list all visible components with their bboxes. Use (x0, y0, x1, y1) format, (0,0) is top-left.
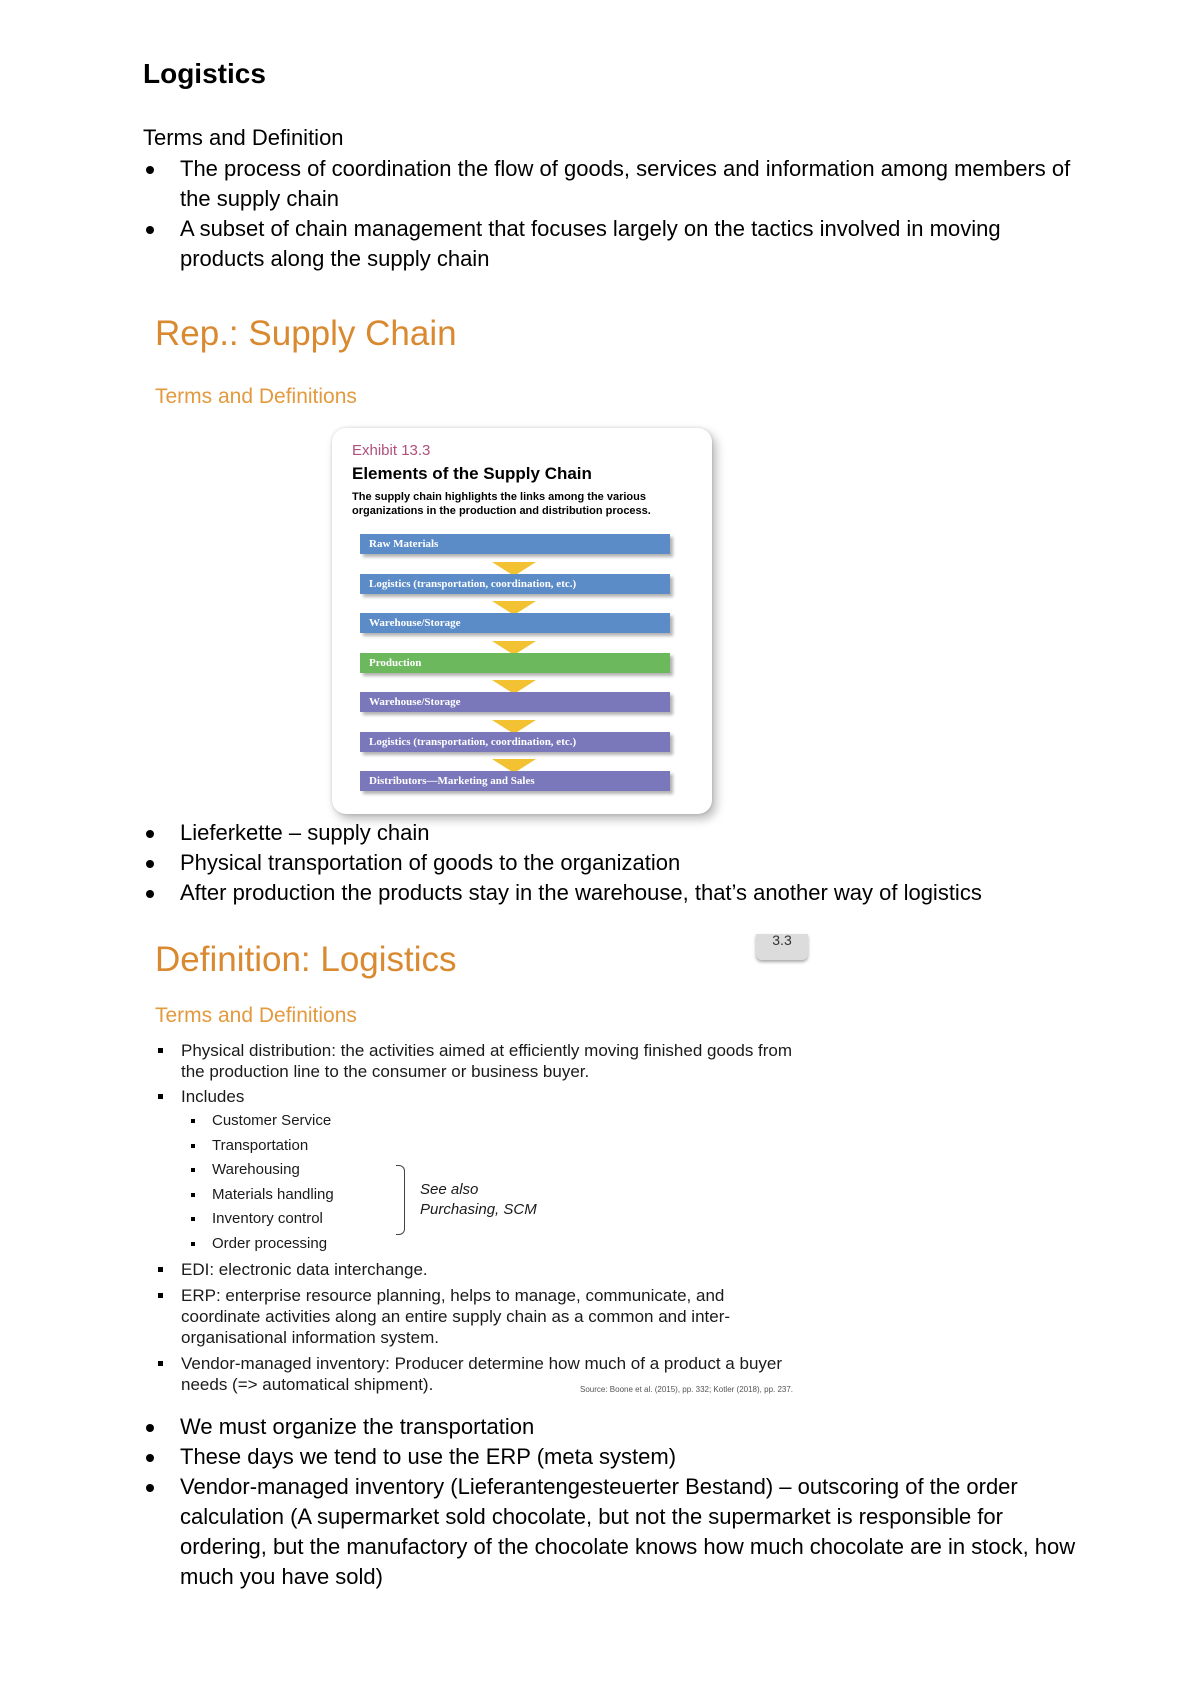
sub-list-item: Inventory control (155, 1207, 805, 1232)
list-item: Physical distribution: the activities aimed at efficiently moving finished goods from the production line to the consumer or business buyer. (155, 1040, 805, 1082)
list-item: Lieferkette – supply chain (143, 818, 1083, 848)
flow-step: Raw Materials (360, 534, 670, 554)
slide-title: Rep.: Supply Chain (155, 314, 457, 353)
sub-list-item: Warehousing (155, 1158, 805, 1183)
list-item: After production the products stay in the warehouse, that’s another way of logistics (143, 878, 1083, 908)
bracket (396, 1165, 405, 1235)
slide-subtitle: Terms and Definitions (155, 385, 357, 408)
document-title: Logistics (143, 58, 266, 89)
slide-number-tab: 3.3 (756, 934, 808, 960)
flow-step: Warehouse/Storage (360, 692, 670, 712)
flow-step: Production (360, 653, 670, 673)
sub-list-item: Order processing (155, 1232, 805, 1257)
slide-title: Definition: Logistics (155, 940, 457, 979)
list-item: Vendor-managed inventory: Producer determine how much of a product a buyer needs (=> automatical shipment). (155, 1353, 805, 1395)
exhibit-description: The supply chain highlights the links among the various organizations in the production and distribution process. (352, 491, 651, 517)
sub-list-item: Customer Service (155, 1109, 805, 1134)
list-item: The process of coordination the flow of goods, services and information among members of the supply chain (143, 154, 1083, 214)
flow-step: Warehouse/Storage (360, 613, 670, 633)
list-item: Vendor-managed inventory (Lieferantengesteuerter Bestand) – outscoring of the order calculation (A supermarket sold chocolate, but not the supermarket is responsible for ordering, but the manufactory of the chocolate knows how much chocolate are in stock, how much you have sold) (143, 1472, 1083, 1592)
see-also-line: Purchasing, SCM (420, 1201, 537, 1218)
list-item: ERP: enterprise resource planning, helps to manage, communicate, and coordinate activities along an entire supply chain as a common and inter-organisational information system. (155, 1285, 805, 1348)
list-item: A subset of chain management that focuses largely on the tactics involved in moving products along the supply chain (143, 214, 1083, 274)
list-item: We must organize the transportation (143, 1412, 1083, 1442)
intro-bullet-list (143, 154, 1083, 274)
list-item: These days we tend to use the ERP (meta system) (143, 1442, 1083, 1472)
flow-step: Logistics (transportation, coordination, etc.) (360, 574, 670, 594)
see-also-note (420, 1180, 537, 1220)
sub-list-item: Materials handling (155, 1183, 805, 1208)
section-heading: Terms and Definition (143, 125, 344, 150)
see-also-line: See also (420, 1181, 479, 1198)
exhibit-title: Elements of the Supply Chain (352, 464, 592, 483)
list-item: Physical transportation of goods to the organization (143, 848, 1083, 878)
list-item: Includes (155, 1086, 805, 1107)
sub-list-item: Transportation (155, 1134, 805, 1159)
notes-bullet-list (143, 1412, 1083, 1592)
exhibit-label: Exhibit 13.3 (352, 442, 431, 459)
flow-step: Logistics (transportation, coordination, etc.) (360, 732, 670, 752)
source-note: Source: Boone et al. (2015), pp. 332; Kotler (2018), pp. 237. (580, 1385, 794, 1394)
notes-bullet-list (143, 818, 1083, 908)
list-item: EDI: electronic data interchange. (155, 1259, 805, 1280)
supply-chain-exhibit (332, 428, 712, 814)
slide-subtitle: Terms and Definitions (155, 1004, 357, 1027)
flow-step: Distributors—Marketing and Sales (360, 771, 670, 791)
